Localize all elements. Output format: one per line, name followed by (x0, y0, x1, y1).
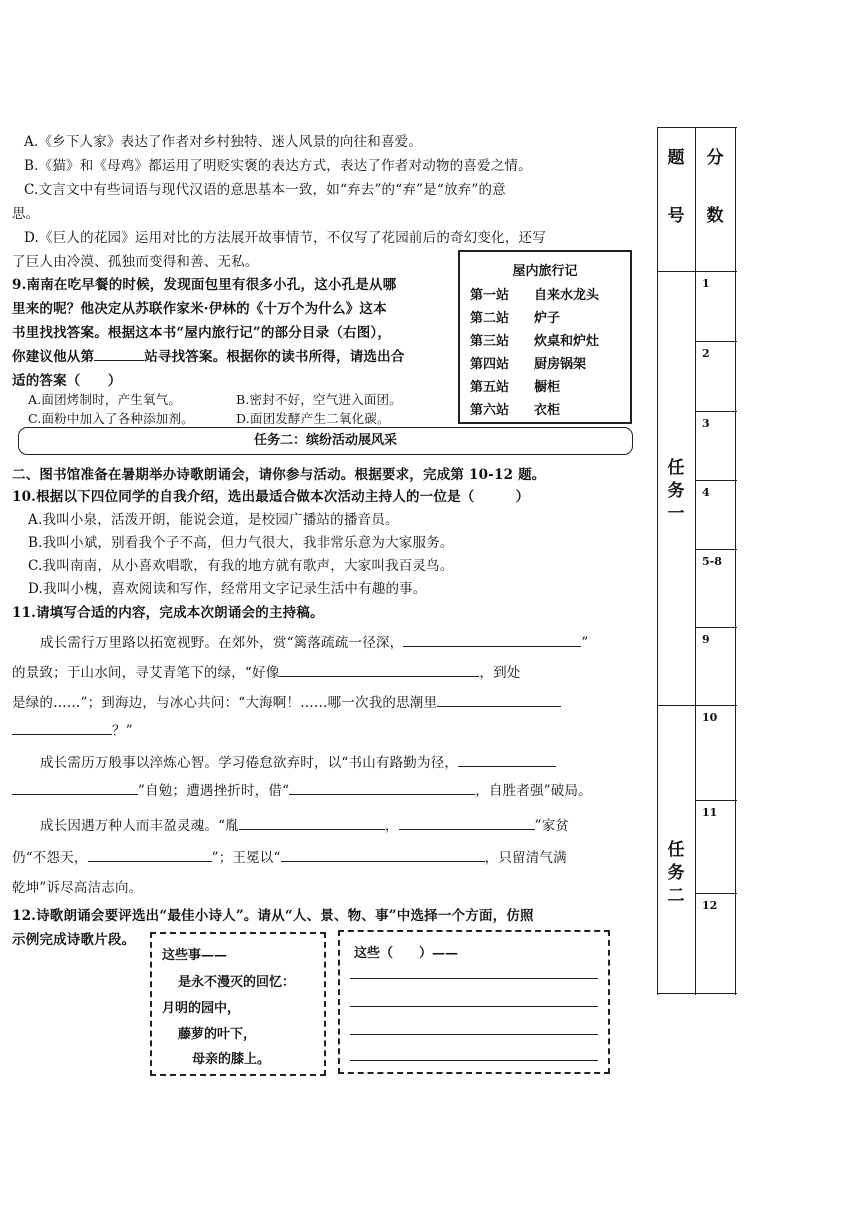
table-border (695, 627, 737, 628)
catalog-title: 屋内旅行记 (512, 264, 578, 279)
q11-p3-line3: 乾坤”诉尽高洁志向。 (12, 880, 143, 896)
q9-line5: 适的答案（ ） (12, 373, 122, 389)
catalog-station: 第三站 (470, 334, 510, 349)
q11-p1-line4 (12, 719, 133, 739)
q11-blank-3a[interactable] (437, 692, 561, 707)
q9-option-d: D.面团发酵产生二氧化碳。 (236, 411, 390, 426)
catalog-row (470, 353, 586, 372)
poem-example-line: 月明的园中， (162, 1001, 241, 1016)
q11-blank-7[interactable] (399, 815, 535, 830)
q11-blank-4a[interactable] (458, 752, 556, 767)
q11-p3-text-e: ”；王冕以“ (211, 850, 281, 866)
score-row-label: 5-8 (702, 555, 722, 568)
q11-stem: 11.请填写合适的内容，完成本次朗诵会的主持稿。 (12, 605, 324, 621)
q10-option-d: D.我叫小槐，喜欢阅读和写作，经常用文字记录生活中有趣的事。 (28, 581, 427, 597)
poem-answer-head: 这些（ ）—— (354, 946, 459, 961)
table-border (657, 993, 737, 994)
q9-option-a: A.面团烤制时，产生氧气。 (28, 392, 182, 407)
catalog-box (458, 250, 632, 424)
catalog-room: 自来水龙头 (534, 288, 600, 303)
table-border (657, 705, 737, 706)
table-border (695, 480, 737, 481)
task2-label-1: 任 (667, 840, 685, 860)
catalog-row (470, 376, 560, 395)
catalog-row (470, 399, 560, 418)
q11-p1-text-d: ，到处 (479, 665, 521, 681)
score-row-label: 2 (702, 347, 710, 360)
q11-blank-6[interactable] (239, 815, 385, 830)
header-fenshu-1: 分 (706, 148, 724, 168)
q11-p1-line2 (12, 661, 521, 681)
score-row-label: 9 (702, 633, 710, 646)
q11-p1-text-b: ” (581, 635, 589, 651)
q11-p3-text-f: ，只留清气满 (484, 850, 567, 866)
q10-option-c: C.我叫南南，从小喜欢唱歌，有我的地方就有歌声，大家叫我百灵鸟。 (28, 558, 454, 574)
table-border (735, 127, 736, 995)
q11-p1-text-c: 的景致；于山水间，寻艾青笔下的绿，“好像 (12, 665, 280, 681)
q11-p3-text-b: ， (384, 818, 399, 834)
score-table (657, 127, 737, 995)
q11-p3-line1 (40, 814, 569, 834)
poem-answer-line[interactable] (350, 1060, 598, 1061)
score-row-label: 3 (702, 417, 710, 430)
poem-example-line: 是永不漫灭的回忆： (178, 975, 296, 990)
q11-blank-9[interactable] (281, 847, 485, 862)
catalog-station: 第六站 (470, 403, 510, 418)
catalog-row (470, 307, 560, 326)
table-border (657, 271, 737, 272)
catalog-room: 橱柜 (534, 380, 561, 395)
score-row-label: 11 (702, 806, 718, 819)
task2-label-2: 务 (667, 863, 685, 883)
q11-p2-line1 (40, 751, 556, 771)
q11-p1-text-e: 是绿的……”；到海边，与冰心共问：“大海啊！……哪一次我的思潮里 (12, 695, 438, 711)
q11-p3-text-c: ”家贫 (534, 818, 570, 834)
q11-p2-text-c: ，自胜者强”破局。 (475, 783, 592, 799)
table-border (695, 127, 696, 995)
option-8a: A.《乡下人家》表达了作者对乡村独特、迷人风景的向往和喜爱。 (24, 134, 423, 150)
q9-line3: 书里找找答案。根据这本书“屋内旅行记”的部分目录（右图）， (12, 325, 392, 341)
q11-p1-line1 (40, 631, 588, 651)
q11-p3-text-d: 仍“不怨天， (12, 850, 88, 866)
task1-label-3: 一 (667, 504, 685, 524)
task2-label-3: 二 (667, 886, 685, 906)
q11-blank-5[interactable] (289, 780, 475, 795)
q11-p3-text-a: 成长因遇万种人而丰盈灵魂。“胤 (40, 818, 239, 834)
q11-p1-text-a: 成长需行万里路以拓宽视野。在郊外，赏“篱落疏疏一径深， (40, 635, 404, 651)
table-border (695, 411, 737, 412)
q9-line2: 里来的呢？他决定从苏联作家米·伊林的《十万个为什么》这本 (12, 301, 387, 317)
q12-stem-line1: 12.诗歌朗诵会要评选出“最佳小诗人”。请从“人、景、物、事”中选择一个方面，仿照 (12, 908, 534, 924)
catalog-room: 厨房锅架 (534, 357, 587, 372)
option-8b: B.《猫》和《母鸡》都运用了明贬实褒的表达方式，表达了作者对动物的喜爱之情。 (24, 158, 532, 174)
poem-answer-line[interactable] (350, 1034, 598, 1035)
q10-stem: 10.根据以下四位同学的自我介绍，选出最适合做本次活动主持人的一位是（ ） (12, 489, 530, 505)
header-tihao-1: 题 (667, 148, 685, 168)
q11-blank-8[interactable] (88, 847, 212, 862)
score-row-label: 4 (702, 486, 710, 499)
q9-station-blank[interactable] (94, 346, 144, 361)
q9-line4-end: 站寻找答案。根据你的读书所得，请选出合 (144, 349, 405, 365)
poem-answer-line[interactable] (350, 978, 598, 979)
poem-example-box (150, 932, 326, 1076)
task1-label-1: 任 (667, 458, 685, 478)
catalog-row (470, 284, 599, 303)
score-row-label: 12 (702, 899, 718, 912)
task2-banner: 任务二：缤纷活动展风采 (18, 427, 633, 455)
poem-example-line: 这些事—— (162, 948, 228, 963)
table-border (657, 127, 658, 995)
header-tihao-2: 号 (667, 206, 685, 226)
table-border (695, 549, 737, 550)
option-8d-line1: D.《巨人的花园》运用对比的方法展开故事情节，不仅写了花园前后的奇幻变化，还写 (24, 230, 546, 246)
q11-p2-text-b: ”自勉；遭遇挫折时，借“ (138, 783, 290, 799)
catalog-station: 第五站 (470, 380, 510, 395)
table-border (695, 341, 737, 342)
q9-line1: 9.南南在吃早餐的时候，发现面包里有很多小孔，这小孔是从哪 (12, 277, 397, 293)
poem-example-line: 藤萝的叶下， (178, 1027, 257, 1042)
q11-blank-3b[interactable] (12, 720, 112, 735)
q11-blank-4b[interactable] (12, 780, 138, 795)
poem-answer-box (338, 930, 610, 1074)
catalog-station: 第一站 (470, 288, 510, 303)
q11-p1-line3 (12, 691, 561, 711)
poem-example-line: 母亲的膝上。 (192, 1052, 271, 1067)
catalog-row (470, 330, 599, 349)
task1-label-2: 务 (667, 481, 685, 501)
q9-option-c: C.面粉中加入了各种添加剂。 (28, 411, 194, 426)
q11-p2-line2 (12, 779, 592, 799)
catalog-station: 第二站 (470, 311, 510, 326)
option-8c-line2: 思。 (12, 206, 40, 222)
table-border (657, 127, 737, 128)
q11-blank-1[interactable] (403, 632, 581, 647)
option-8c-line1: C.文言文中有些词语与现代汉语的意思基本一致，如“弃去”的“弃”是“放弃”的意 (24, 182, 506, 198)
section2-intro: 二、图书馆准备在暑期举办诗歌朗诵会，请你参与活动。根据要求，完成第 10-12 题。 (12, 467, 546, 483)
catalog-station: 第四站 (470, 357, 510, 372)
q10-option-a: A.我叫小泉，活泼开朗，能说会道，是校园广播站的播音员。 (28, 512, 399, 528)
q9-line4-start: 你建议他从第 (12, 349, 95, 365)
q9-option-b: B.密封不好，空气进入面团。 (236, 392, 402, 407)
q11-p3-line2 (12, 846, 567, 866)
table-border (695, 893, 737, 894)
q12-stem-line2: 示例完成诗歌片段。 (12, 932, 136, 948)
q11-p1-text-f: ？” (112, 723, 133, 739)
score-row-label: 1 (702, 277, 710, 290)
poem-answer-line[interactable] (350, 1006, 598, 1007)
option-8d-line2: 了巨人由冷漠、孤独而变得和善、无私。 (12, 254, 259, 270)
catalog-room: 炉子 (534, 311, 561, 326)
q9-line4 (12, 345, 405, 365)
q11-blank-2[interactable] (279, 662, 479, 677)
catalog-room: 衣柜 (534, 403, 561, 418)
score-row-label: 10 (702, 711, 718, 724)
catalog-room: 炊桌和炉灶 (534, 334, 600, 349)
q10-option-b: B.我叫小斌，别看我个子不高，但力气很大，我非常乐意为大家服务。 (28, 535, 454, 551)
header-fenshu-2: 数 (706, 206, 724, 226)
q11-p2-text-a: 成长需历万般事以淬炼心智。学习倦怠欲弃时，以“书山有路勤为径， (40, 755, 459, 771)
table-border (695, 800, 737, 801)
